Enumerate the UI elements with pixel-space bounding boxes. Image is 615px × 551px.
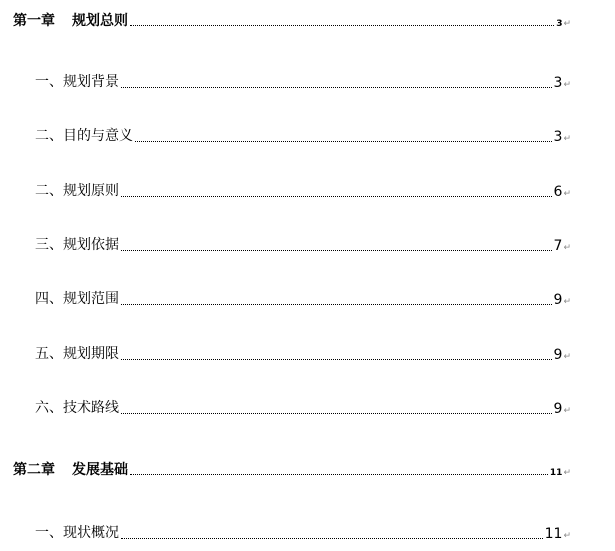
toc-dot-leader [121,249,552,251]
toc-chapter-title: 第二章 发展基础 [13,462,128,478]
toc-page-number: 3 [553,129,563,145]
toc-page-number: 11 [549,468,563,478]
toc-section-title: 一、规划背景 [35,74,119,90]
toc-section-title: 三、规划依据 [35,237,119,253]
paragraph-mark-icon: ↵ [563,297,571,307]
toc-section-1-2[interactable] [35,125,571,145]
toc-section-title: 二、规划原则 [35,183,119,199]
toc-dot-leader [121,537,543,539]
toc-chapter-title: 第一章 规划总则 [13,13,128,29]
toc-dot-leader [135,140,552,142]
paragraph-mark-icon: ↵ [563,19,571,29]
toc-page-number: 6 [553,184,563,200]
toc-dot-leader [130,24,554,26]
toc-dot-leader [130,473,548,475]
toc-dot-leader [121,195,552,197]
toc-chapter-1[interactable] [13,10,571,30]
paragraph-mark-icon: ↵ [563,189,571,199]
toc-page-number: 3 [553,75,563,91]
toc-section-1-4[interactable] [35,234,571,254]
toc-page-number: 3 [556,19,563,29]
paragraph-mark-icon: ↵ [563,134,571,144]
toc-section-1-5[interactable] [35,288,571,308]
toc-page-number: 7 [553,238,563,254]
paragraph-mark-icon: ↵ [563,531,571,541]
paragraph-mark-icon: ↵ [563,352,571,362]
paragraph-mark-icon: ↵ [563,243,571,253]
toc-page-number: 9 [553,347,563,363]
toc-section-1-3[interactable] [35,180,571,200]
toc-page-number: 9 [553,401,563,417]
toc-section-title: 六、技术路线 [35,400,119,416]
toc-dot-leader [121,358,552,360]
toc-page-number: 9 [553,292,563,308]
toc-section-title: 四、规划范围 [35,291,119,307]
paragraph-mark-icon: ↵ [563,406,571,416]
paragraph-mark-icon: ↵ [563,468,571,478]
toc-section-2-1[interactable] [35,522,571,542]
toc-section-1-1[interactable] [35,71,571,91]
toc-chapter-2[interactable] [13,459,571,479]
toc-section-1-6[interactable] [35,343,571,363]
toc-dot-leader [121,303,552,305]
toc-section-title: 二、目的与意义 [35,128,133,144]
toc-page-number: 11 [544,526,563,542]
toc-section-title: 五、规划期限 [35,346,119,362]
toc-section-title: 一、现状概况 [35,525,119,541]
toc-dot-leader [121,412,552,414]
paragraph-mark-icon: ↵ [563,80,571,90]
toc-section-1-7[interactable] [35,397,571,417]
toc-dot-leader [121,86,552,88]
